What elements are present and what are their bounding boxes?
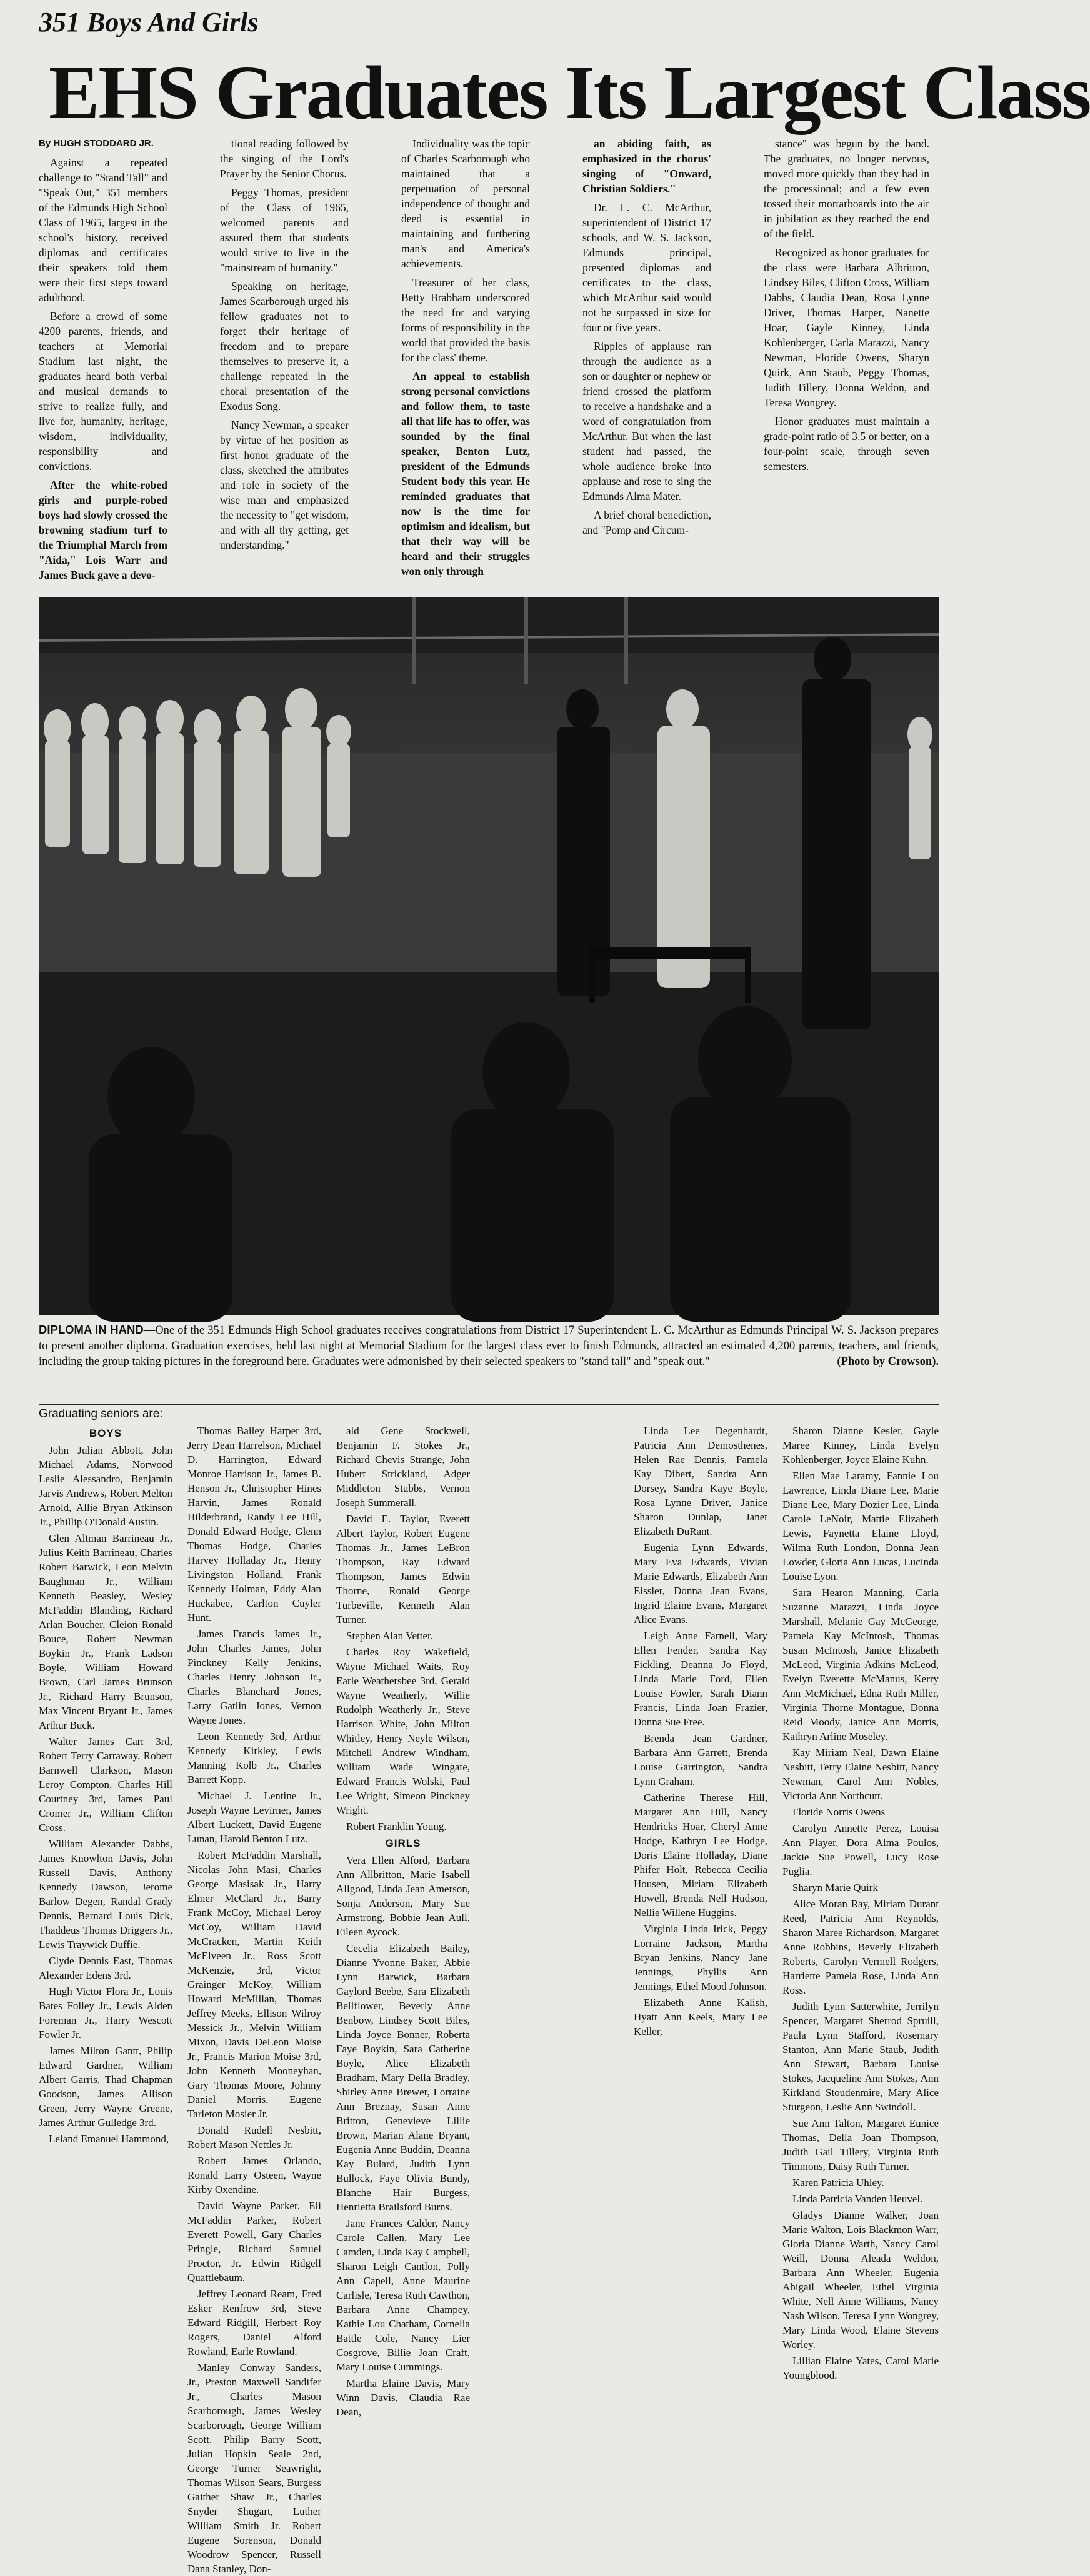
photo-illustration: [39, 597, 939, 1315]
paragraph: Robert McFaddin Marshall, Nicolas John Masi, Charles George Masisak Jr., Harry Elmer McClard Jr., Barry Frank McCoy, Michael Leroy McCoy, William David McCracken, Martin Keith McElveen Jr., Ross Scott McKenzie, 3rd, Victor Grainger McKoy, William Howard McMillan, Thomas Jeffrey Meeks, Ellison Wilroy Messick Jr., Melvin William Mixon, Davis DeLeon Moise Jr., Francis Marion Moise 3rd, John Kenneth Mooneyhan, Gary Thomas Moore, Johnny Daniel Morris, Eugene Tarleton Mosier Jr.: [188, 1849, 321, 2120]
graduates-column-1: [39, 1424, 172, 2561]
section-heading: GIRLS: [385, 1837, 421, 1849]
graduates-column-2: [188, 1424, 321, 2575]
paragraph: James Milton Gantt, Philip Edward Gardner, William Albert Garris, Thad Chapman Goodson, James Allison Green, Jerry Wayne Greene, James Arthur Gulledge 3rd.: [39, 2045, 172, 2129]
paragraph: Peggy Thomas, president of the Class of 1965, welcomed parents and assured them that students would strive to live in the "mainstream of humanity.": [220, 186, 349, 274]
paragraph: Carolyn Annette Perez, Louisa Ann Player, Dora Alma Poulos, Jackie Sue Powell, Lucy Rose Puglia.: [782, 1822, 939, 1877]
caption-lead: DIPLOMA IN HAND: [39, 1323, 144, 1336]
paragraph: Cecelia Elizabeth Bailey, Dianne Yvonne Baker, Abbie Lynn Barwick, Barbara Gaylord Beebe, Sara Elizabeth Bellflower, Beverly Anne Benbow, Lindsey Scott Biles, Linda Joyce Bonner, Roberta Faye Boykin, Sara Catherine Boyle, Alice Elizabeth Bradham, Mary Della Bradley, Shirley Anne Brewer, Lorraine Ann Breznay, Susan Anne Britton, Genevieve Lillie Brown, Marian Alane Bryant, Eugenia Anne Buddin, Deanna Kay Bulard, Judith Lynn Bullock, Faye Olivia Bundy, Blanche Hair Burgess, Henrietta Brailsford Burns.: [336, 1942, 470, 2213]
graduation-photo: [39, 597, 939, 1315]
paragraph: Before a crowd of some 4200 parents, friends, and teachers at Memorial Stadium last night, the graduates heard both verbal and musical demands to strive to realize fully, and live for, humanity, heritage, wisdom, individuality, responsibility and convictions.: [39, 310, 168, 472]
paragraph: Kay Miriam Neal, Dawn Elaine Nesbitt, Terry Elaine Nesbitt, Nancy Newman, Carol Ann Nobles, Victoria Ann Northcutt.: [782, 1747, 939, 1802]
paragraph: David E. Taylor, Everett Albert Taylor, Robert Eugene Thomas Jr., James LeBron Thompson, Ray Edward Thompson, James Edwin Thorne, Ronald George Turbeville, Kenneth Alan Turner.: [336, 1513, 470, 1625]
section-divider: [39, 1404, 939, 1405]
paragraph: An appeal to establish strong personal convictions and follow them, to taste all that life has to offer, was sounded by the final speaker, Benton Lutz, president of the Edmunds Student body this year. He reminded graduates that now is the time for optimism and idealism, but that their way will be heard and their struggles won only through: [401, 370, 530, 577]
paragraph: Floride Norris Owens: [792, 1806, 886, 1818]
paragraph: James Francis James Jr., John Charles James, John Pinckney Kelly Jenkins, Charles Henry Johnson Jr., Charles Blanchard Jones, Larry Gatlin Jones, Vernon Wayne Jones.: [188, 1628, 321, 1726]
paragraph: Gladys Dianne Walker, Joan Marie Walton, Lois Blackmon Warr, Gloria Dianne Warth, Nancy Carol Weill, Donna Aleada Weldon, Barbara Ann Wheeler, Eugenia Abigail Wheeler, Ethel Virginia White, Nell Anne Williams, Nancy Nash Wilson, Teresa Lynn Wongrey, Mary Linda Wood, Elaine Stevens Worley.: [782, 2209, 939, 2350]
paragraph: tional reading followed by the singing of the Lord's Prayer by the Senior Chorus.: [220, 137, 349, 180]
paragraph: Leigh Anne Farnell, Mary Ellen Fender, Sandra Kay Fickling, Deanna Jo Floyd, Linda Marie Ford, Ellen Louise Fowler, Sarah Diann Francis, Linda Joan Frazier, Donna Sue Free.: [634, 1630, 768, 1728]
paragraph: Jeffrey Leonard Ream, Fred Esker Renfrow 3rd, Steve Edward Ridgill, Herbert Roy Rogers, Daniel Alford Rowland, Earle Rowland.: [188, 2288, 321, 2357]
caption-text: —One of the 351 Edmunds High School graduates receives congratulations from District 17 Superintendent L. C. McArthur as Edmunds Principal W. S. Jackson prepares to present another diploma. Graduation exercises, held last night at Memorial Stadium for the largest class ever to finish Edmunds, attracted an estimated 4,200 parents, teachers, and friends, including the group taking pictures in the foreground here. Graduates were admonished by their selected speakers to "stand tall" and "speak out.": [39, 1324, 939, 1368]
paragraph: Sharyn Marie Quirk: [792, 1882, 878, 1894]
paragraph: John Julian Abbott, John Michael Adams, Norwood Leslie Alessandro, Benjamin Jarvis Andrews, Robert Melton Arnold, Allie Bryan Atkinson Jr., Phillip O'Donald Austin.: [39, 1444, 172, 1528]
story-column-3: [401, 136, 530, 591]
paragraph: Eugenia Lynn Edwards, Mary Eva Edwards, Vivian Marie Edwards, Elizabeth Ann Eissler, Donna Jean Evans, Ingrid Elaine Evans, Margaret Alice Evans.: [634, 1542, 768, 1625]
graduates-column-3: [336, 1424, 470, 2561]
photo-credit: (Photo by Crowson).: [837, 1355, 939, 1368]
paragraph: Thomas Bailey Harper 3rd, Jerry Dean Harrelson, Michael D. Harrington, Edward Monroe Harrison Jr., James B. Henson Jr., Christopher Hines Harvin, James Ronald Hilderbrand, Randy Lee Hill, Donald Edward Hodge, Glenn Thomas Hodge, Charles Harvey Holladay Jr., Henry Livingston Holland, Frank Kennedy Holman, Eddy Alan Huckabee, Carlton Cuyler Hunt.: [188, 1425, 321, 1624]
paragraph: After the white-robed girls and purple-robed boys had slowly crossed the browning stadium turf to the Triumphal March from "Aida," Lois Warr and James Buck gave a devo-: [39, 479, 168, 581]
paragraph: Leland Emanuel Hammond,: [49, 2133, 169, 2145]
story-column-4: [582, 136, 711, 591]
paragraph: Individuality was the topic of Charles Scarborough who maintained that a perpetuation of personal independence of thought and deed is essential in maintaining and furthering man's and America's achievements.: [401, 137, 530, 270]
paragraph: Lillian Elaine Yates, Carol Marie Youngblood.: [782, 2355, 939, 2381]
paragraph: Recognized as honor graduates for the class were Barbara Albritton, Lindsey Biles, Clifton Cross, William Dabbs, Claudia Dean, Rosa Lynne Driver, Thomas Harper, Nanette Hoar, Gayle Kinney, Linda Kohlenberger, Carla Marazzi, Nancy Newman, Floride Owens, Sharyn Quirk, Ann Staub, Peggy Thomas, Judith Tillery, Donna Weldon, and Teresa Wongrey.: [764, 246, 929, 409]
graduates-column-5: [634, 1424, 768, 2561]
paragraph: Walter James Carr 3rd, Robert Terry Carraway, Robert Barnwell Clarkson, Mason Leroy Compton, Charles Hill Courtney 3rd, James Paul Cromer Jr., William Clifton Cross.: [39, 1735, 172, 1834]
paragraph: Brenda Jean Gardner, Barbara Ann Garrett, Brenda Louise Garrington, Sandra Lynn Graham.: [634, 1732, 768, 1787]
paragraph: Glen Altman Barrineau Jr., Julius Keith Barrineau, Charles Robert Barwick, Leon Melvin Baughman Jr., William Kenneth Beasley, Wesley McFaddin Blanding, Richard Arlan Boucher, Cleion Ronald Bouce, Robert Newman Boykin Jr., Frank Ladson Boyle, William Howard Brown, Carl James Brunson Jr., Richard Harry Brunson, Max Vincent Bryant Jr., James Arthur Buck.: [39, 1532, 172, 1731]
paragraph: Sara Hearon Manning, Carla Suzanne Marazzi, Linda Joyce Marshall, Melanie Gay McGeorge, Pamela Kay McIntosh, Thomas Susan McIntosh, Janice Elizabeth McLeod, Virginia Adkins McLeod, Evelyn Everette McManus, Kerry Ann McMichael, Edna Ruth Miller, Virginia Thorne Montague, Donna Reid Moody, Janice Ann Morris, Kathryn Arline Moseley.: [782, 1587, 939, 1742]
paragraph: Nancy Newman, a speaker by virtue of her position as first honor graduate of the class, sketched the attributes and role in society of the wise man and emphasized the necessity to "get wisdom, and with all thy getting, get understanding.": [220, 419, 349, 551]
paragraph: Treasurer of her class, Betty Brabham underscored the need for and varying forms of responsibility in the world that provided the basis for the class' theme.: [401, 276, 530, 364]
graduates-column-6: [782, 1424, 939, 2561]
headline: EHS Graduates Its Largest Class: [49, 51, 1090, 135]
story-column-5: [764, 136, 929, 591]
paragraph: Sharon Dianne Kesler, Gayle Maree Kinney, Linda Evelyn Kohlenberger, Joyce Elaine Kuhn.: [782, 1425, 939, 1465]
paragraph: Hugh Victor Flora Jr., Louis Bates Folley Jr., Lewis Alden Foreman Jr., Harry Wescott Fowler Jr.: [39, 1985, 172, 2040]
paragraph: Robert James Orlando, Ronald Larry Osteen, Wayne Kirby Oxendine.: [188, 2155, 321, 2195]
paragraph: Jane Frances Calder, Nancy Carole Callen, Mary Lee Camden, Linda Kay Campbell, Sharon Leigh Cantlon, Polly Ann Capell, Anne Maurine Carlisle, Teresa Ruth Cawthon, Barbara Anne Champey, Kathie Lou Chatham, Cornelia Battle Cole, Nancy Lier Cosgrove, Billie Joan Craft, Mary Louise Cummings.: [336, 2217, 470, 2373]
paragraph: Virginia Linda Irick, Peggy Lorraine Jackson, Martha Bryan Jenkins, Nancy Jane Jennings, Phyllis Ann Jennings, Ethel Mood Johnson.: [634, 1923, 768, 1992]
graduates-column-4: [485, 1424, 619, 2561]
paragraph: Stephen Alan Vetter.: [346, 1630, 433, 1642]
section-heading: BOYS: [89, 1427, 122, 1439]
paragraph: Manley Conway Sanders, Jr., Preston Maxwell Sandifer Jr., Charles Mason Scarborough, James Wesley Scarborough, George William Scott, Philip Barry Scott, Julian Hopkin Seale 2nd, George Turner Seawright, Thomas Wilson Sears, Burgess Gaither Shaw Jr., Charles Snyder Shugart, Luther William Smith Jr. Robert Eugene Sorenson, Donald Woodrow Spencer, Russell Dana Stanley, Don-: [188, 2362, 321, 2575]
paragraph: Karen Patricia Uhley.: [792, 2177, 884, 2189]
paragraph: Charles Roy Wakefield, Wayne Michael Waits, Roy Earle Weathersbee 3rd, Gerald Wayne Weatherly, Willie Rudolph Weatherly Jr., Steve Harrison White, John Milton Whitley, Henry Neyle Wilson, Mitchell Andrew Windham, William Wade Wingate, Edward Francis Wolski, Paul Lee Wright, Simeon Pinckney Wright.: [336, 1646, 470, 1816]
paragraph: Vera Ellen Alford, Barbara Ann Allbritton, Marie Isabell Allgood, Linda Jean Amerson, Sonja Anderson, Mary Sue Armstrong, Bobbie Jean Aull, Eileen Aycock.: [336, 1854, 470, 1938]
paragraph: Martha Elaine Davis, Mary Winn Davis, Claudia Rae Dean,: [336, 2377, 470, 2418]
paragraph: Ellen Mae Laramy, Fannie Lou Lawrence, Linda Diane Lee, Marie Diane Lee, Mary Dozier Lee, Linda Carole LeNoir, Mattie Elizabeth Lewis, Faynetta Elaine Lloyd, Wilma Ruth London, Donna Jean Lowder, Gloria Ann Lucas, Lucinda Louise Lyon.: [782, 1470, 939, 1582]
paragraph: David Wayne Parker, Eli McFaddin Parker, Robert Everett Powell, Gary Charles Pringle, Richard Samuel Proctor, Jr. Edwin Ridgell Quattlebaum.: [188, 2200, 321, 2284]
paragraph: By HUGH STODDARD JR.: [39, 138, 154, 149]
paragraph: Robert Franklin Young.: [346, 1820, 447, 1832]
paragraph: Alice Moran Ray, Miriam Durant Reed, Patricia Ann Reynolds, Sharon Maree Richardson, Margaret Anne Robbins, Beverly Elizabeth Roberts, Carolyn Vermell Rodgers, Harriette Pamela Rose, Linda Ann Ross.: [782, 1898, 939, 1996]
paragraph: Against a repeated challenge to "Stand Tall" and "Speak Out," 351 members of the Edmunds High School Class of 1965, largest in the school's history, received diplomas and certificates their speakers told them were their first steps toward adulthood.: [39, 156, 168, 304]
paragraph: ald Gene Stockwell, Benjamin F. Stokes Jr., Richard Chevis Strange, John Hubert Strickland, Adger Middleton Stubbs, Vernon Joseph Summerall.: [336, 1425, 470, 1509]
paragraph: Dr. L. C. McArthur, superintendent of District 17 schools, and W. S. Jackson, Edmunds principal, presented diplomas and certificates to the class, which McArthur said would not be surpassed in size for four or five years.: [582, 201, 711, 334]
paragraph: Judith Lynn Satterwhite, Jerrilyn Spencer, Margaret Sherrod Spruill, Paula Lynn Stafford, Rosemary Stanton, Ann Marie Staub, Judith Ann Stewart, Barbara Louise Stokes, Jacqueline Ann Stokes, Ann Kirkland Stoudenmire, Mary Alice Sturgeon, Leslie Ann Swindoll.: [782, 2000, 939, 2113]
paragraph: Linda Lee Degenhardt, Patricia Ann Demosthenes, Helen Rae Dennis, Pamela Kay Dibert, Sandra Ann Dorsey, Sandra Kaye Boyle, Rosa Lynne Driver, Janice Sharon Dunlap, Janet Elizabeth DuRant.: [634, 1425, 768, 1537]
article-body: [39, 136, 929, 591]
paragraph: Sue Ann Talton, Margaret Eunice Thomas, Della Joan Thompson, Judith Gail Tillery, Virginia Ruth Timmons, Daisy Ruth Turner.: [782, 2117, 939, 2172]
paragraph: A brief choral benediction, and "Pomp and Circum-: [582, 509, 711, 536]
graduates-intro: Graduating seniors are:: [39, 1407, 163, 1420]
paragraph: Speaking on heritage, James Scarborough urged his fellow graduates not to forget their heritage of freedom and to prepare themselves to preserve it, a challenge repeated in the choral presentation of the Exodus Song.: [220, 280, 349, 412]
kicker: 351 Boys And Girls: [39, 7, 259, 37]
paragraph: Catherine Therese Hill, Margaret Ann Hill, Nancy Hendricks Hoar, Cheryl Anne Hodge, Kathryn Lee Hodge, Doris Elaine Holladay, Diane Phifer Holt, Rebecca Cecilia Housen, Miriam Elizabeth Howell, Brenda Nell Hudson, Nellie Willene Huggins.: [634, 1792, 768, 1919]
paragraph: Michael J. Lentine Jr., Joseph Wayne Levirner, James Albert Luckett, David Eugene Lunan, Harold Benton Lutz.: [188, 1790, 321, 1845]
photo-caption: [39, 1322, 939, 1403]
paragraph: Honor graduates must maintain a grade-point ratio of 3.5 or better, on a four-point scale, through seven semesters.: [764, 415, 929, 472]
paragraph: stance" was begun by the band. The graduates, no longer nervous, moved more quickly than they had in the processional; and a few even tossed their mortarboards into the air in jubilation as they reached the end of the field.: [764, 137, 929, 240]
paragraph: Donald Rudell Nesbitt, Robert Mason Nettles Jr.: [188, 2124, 321, 2150]
paragraph: an abiding faith, as emphasized in the chorus' singing of "Onward, Christian Soldiers.": [582, 137, 711, 195]
paragraph: William Alexander Dabbs, James Knowlton Davis, John Russell Davis, Anthony Kennedy Dawson, Jerome Barlow Degen, Randal Grady Dennis, Bernard Louis Dick, Thaddeus Thomas Driggers Jr., Lewis Traywick Duffie.: [39, 1838, 172, 1950]
story-column-2: [220, 136, 349, 591]
story-column-1: [39, 136, 168, 591]
paragraph: Ripples of applause ran through the audience as a son or daughter or nephew or friend crossed the platform to receive a handshake and a word of congratulation from McArthur. But when the last student had passed, the whole audience broke into applause and rose to sing the Edmunds Alma Mater.: [582, 340, 711, 502]
paragraph: Linda Patricia Vanden Heuvel.: [792, 2193, 923, 2205]
paragraph: Elizabeth Anne Kalish, Hyatt Ann Keels, Mary Lee Keller,: [634, 1997, 768, 2037]
paragraph: Leon Kennedy 3rd, Arthur Kennedy Kirkley, Lewis Manning Kolb Jr., Charles Barrett Kopp.: [188, 1730, 321, 1785]
paragraph: Clyde Dennis East, Thomas Alexander Edens 3rd.: [39, 1955, 172, 1981]
